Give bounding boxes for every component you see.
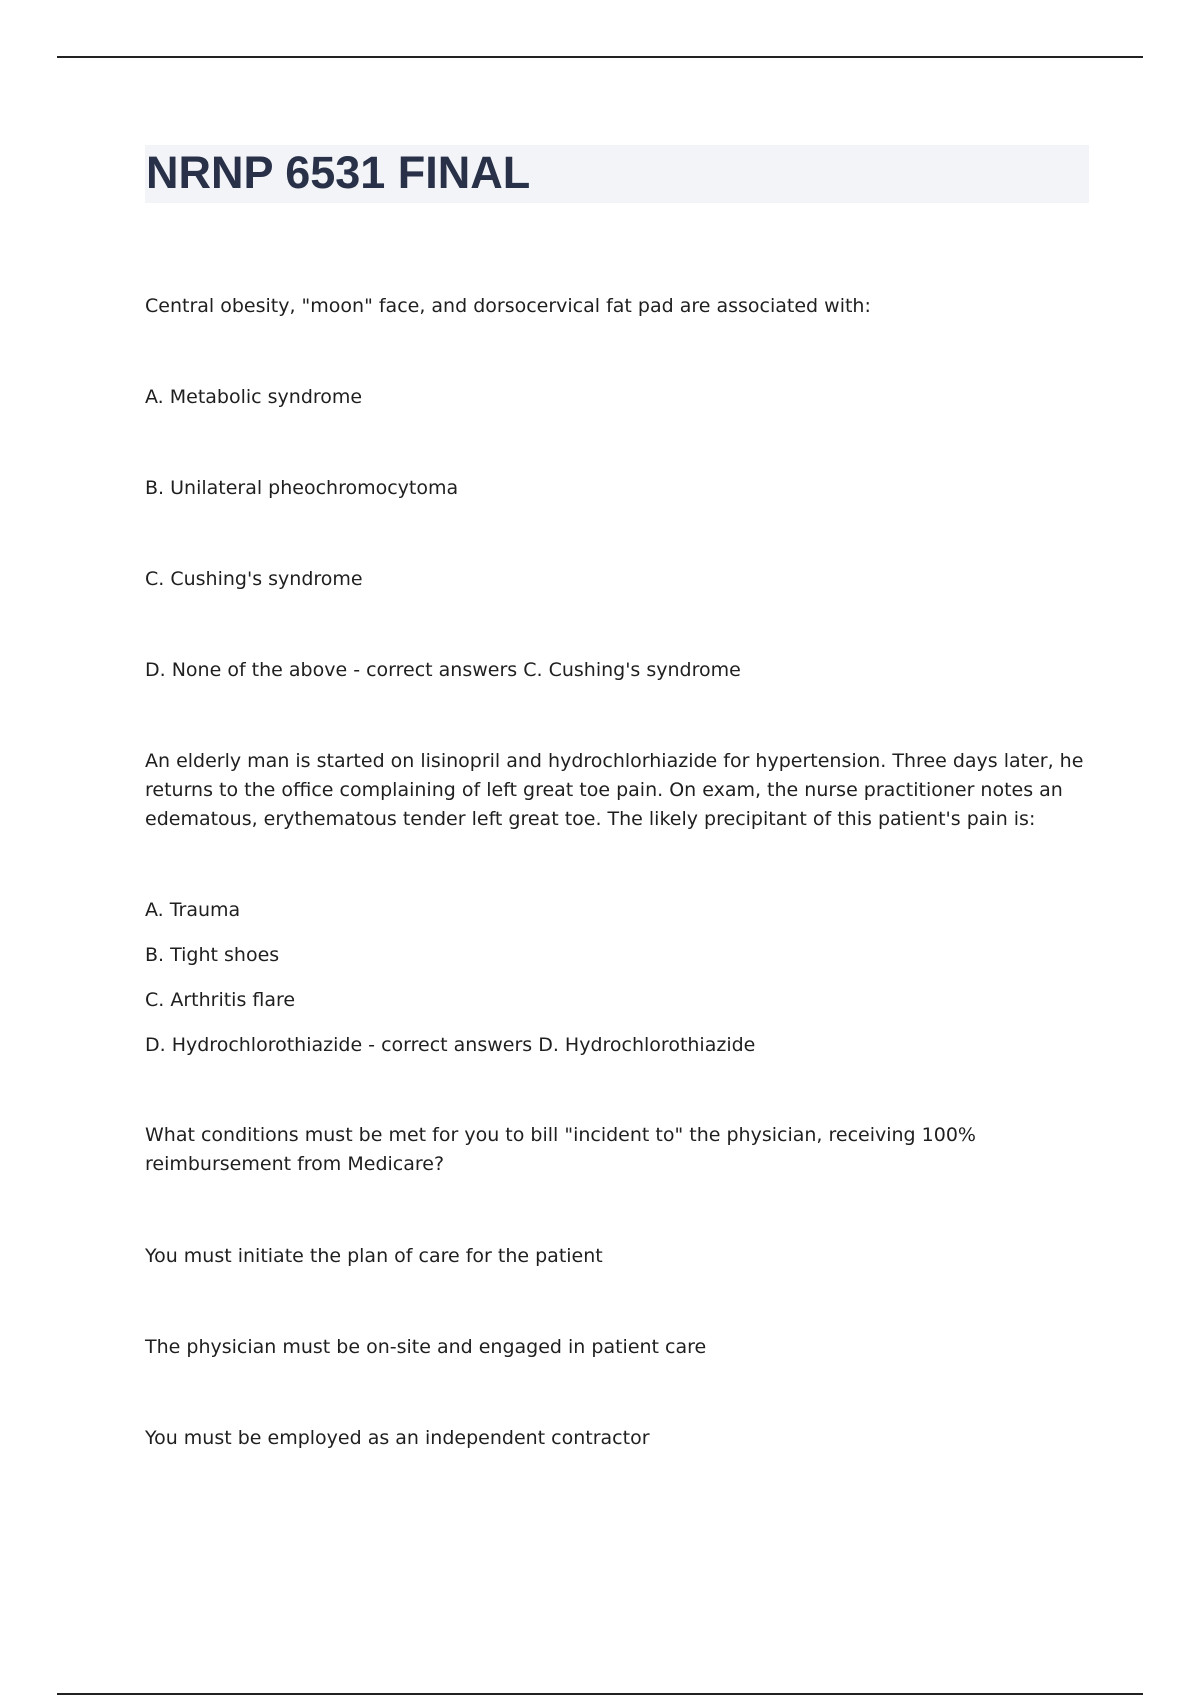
bottom-rule — [57, 1693, 1143, 1695]
question-1-option-a: A. Metabolic syndrome — [145, 386, 363, 408]
question-1-option-d-answer: D. None of the above - correct answers C. Cushing's syndrome — [145, 659, 741, 681]
question-2-option-d-answer: D. Hydrochlorothiazide - correct answers D. Hydrochlorothiazide — [145, 1034, 756, 1056]
question-3-option-1: You must initiate the plan of care for the patient — [145, 1245, 603, 1267]
question-2-option-c: C. Arthritis flare — [145, 989, 296, 1011]
question-2-option-a: A. Trauma — [145, 899, 241, 921]
question-2-option-b: B. Tight shoes — [145, 944, 280, 966]
question-1-text: Central obesity, "moon" face, and dorsocervical fat pad are associated with: — [145, 295, 871, 317]
question-3-option-2: The physician must be on-site and engaged in patient care — [145, 1336, 707, 1358]
top-rule — [57, 56, 1143, 58]
question-1-option-c: C. Cushing's syndrome — [145, 568, 363, 590]
question-1-option-b: B. Unilateral pheochromocytoma — [145, 477, 459, 499]
question-3-text: What conditions must be met for you to bill "incident to" the physician, receiving 100% reimbursement from Medicare? — [145, 1124, 976, 1175]
question-3-option-3: You must be employed as an independent contractor — [145, 1427, 650, 1449]
question-2-text: An elderly man is started on lisinopril and hydrochlorhiazide for hypertension. Three days later, he returns to the office complaining of left great toe pain. On exam, the nurse practitioner notes an edematous, erythematous tender left great toe. The likely precipitant of this patient's pain is: — [145, 750, 1084, 830]
document-title: NRNP 6531 FINAL — [146, 147, 531, 198]
